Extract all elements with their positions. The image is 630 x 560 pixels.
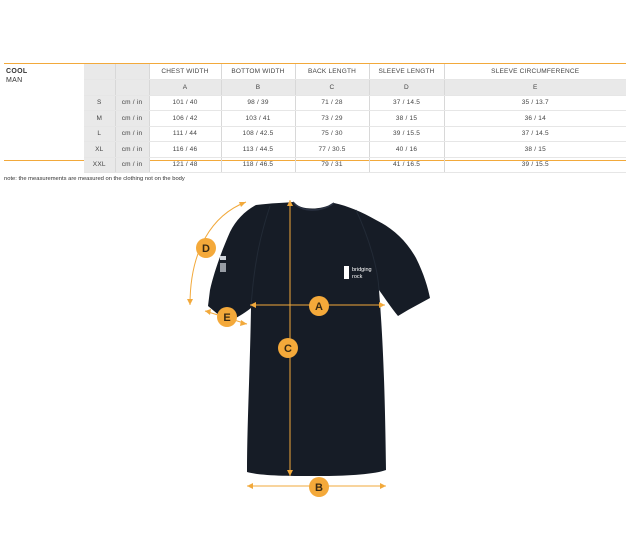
- column-letter: B: [221, 80, 295, 96]
- size-cell: XXL: [84, 157, 115, 173]
- table-row: [84, 142, 626, 158]
- value-cell: 35 / 13.7: [444, 95, 626, 111]
- value-cell: 39 / 15.5: [369, 126, 444, 142]
- column-letter: C: [295, 80, 369, 96]
- column-letter: A: [149, 80, 221, 96]
- value-cell: 73 / 29: [295, 111, 369, 127]
- unit-cell: cm / in: [115, 111, 149, 127]
- logo-text-bottom: rock: [352, 274, 363, 280]
- marker-c: [278, 338, 298, 358]
- value-cell: 116 / 46: [149, 142, 221, 158]
- product-label: [6, 67, 27, 85]
- unit-cell: cm / in: [115, 126, 149, 142]
- value-cell: 121 / 48: [149, 157, 221, 173]
- value-cell: 111 / 44: [149, 126, 221, 142]
- table-row: [84, 111, 626, 127]
- value-cell: 108 / 42.5: [221, 126, 295, 142]
- logo-text-top: bridging: [352, 267, 372, 273]
- table-letter-row: [84, 80, 626, 96]
- value-cell: 40 / 16: [369, 142, 444, 158]
- marker-d: [196, 238, 216, 258]
- value-cell: 38 / 15: [444, 142, 626, 158]
- size-cell: XL: [84, 142, 115, 158]
- tshirt-silhouette: [208, 202, 430, 476]
- unit-cell: cm / in: [115, 157, 149, 173]
- column-letter: D: [369, 80, 444, 96]
- value-cell: 106 / 42: [149, 111, 221, 127]
- sleeve-logo: [220, 256, 226, 272]
- size-table: [84, 64, 626, 173]
- table-header-row: [84, 64, 626, 80]
- value-cell: 118 / 46.5: [221, 157, 295, 173]
- size-cell: L: [84, 126, 115, 142]
- table-row: [84, 157, 626, 173]
- product-name: COOL: [6, 68, 28, 75]
- table-row: [84, 95, 626, 111]
- marker-e: [217, 307, 237, 327]
- svg-text:D: D: [202, 243, 210, 255]
- column-header: SLEEVE CIRCUMFERENCE: [444, 64, 626, 80]
- column-letter: E: [444, 80, 626, 96]
- column-header: BACK LENGTH: [295, 64, 369, 80]
- column-header: CHEST WIDTH: [149, 64, 221, 80]
- column-header: SLEEVE LENGTH: [369, 64, 444, 80]
- value-cell: 98 / 39: [221, 95, 295, 111]
- unit-cell: cm / in: [115, 142, 149, 158]
- value-cell: 113 / 44.5: [221, 142, 295, 158]
- value-cell: 37 / 14.5: [369, 95, 444, 111]
- size-cell: M: [84, 111, 115, 127]
- product-gender: MAN: [6, 77, 23, 84]
- value-cell: 41 / 16.5: [369, 157, 444, 173]
- value-cell: 101 / 40: [149, 95, 221, 111]
- value-cell: 77 / 30.5: [295, 142, 369, 158]
- value-cell: 79 / 31: [295, 157, 369, 173]
- measurement-note: note: the measurements are measured on the clothing not on the body: [4, 176, 185, 182]
- unit-cell: cm / in: [115, 95, 149, 111]
- value-cell: 71 / 28: [295, 95, 369, 111]
- marker-a: [309, 296, 329, 316]
- size-cell: S: [84, 95, 115, 111]
- marker-b: [309, 477, 329, 497]
- value-cell: 36 / 14: [444, 111, 626, 127]
- svg-text:E: E: [223, 312, 231, 324]
- value-cell: 39 / 15.5: [444, 157, 626, 173]
- svg-text:C: C: [284, 343, 292, 355]
- value-cell: 38 / 15: [369, 111, 444, 127]
- svg-text:B: B: [315, 482, 323, 494]
- column-header: BOTTOM WIDTH: [221, 64, 295, 80]
- value-cell: 37 / 14.5: [444, 126, 626, 142]
- value-cell: 75 / 30: [295, 126, 369, 142]
- value-cell: 103 / 41: [221, 111, 295, 127]
- svg-text:A: A: [315, 301, 323, 313]
- table-row: [84, 126, 626, 142]
- tshirt-measurement-diagram: [0, 190, 630, 560]
